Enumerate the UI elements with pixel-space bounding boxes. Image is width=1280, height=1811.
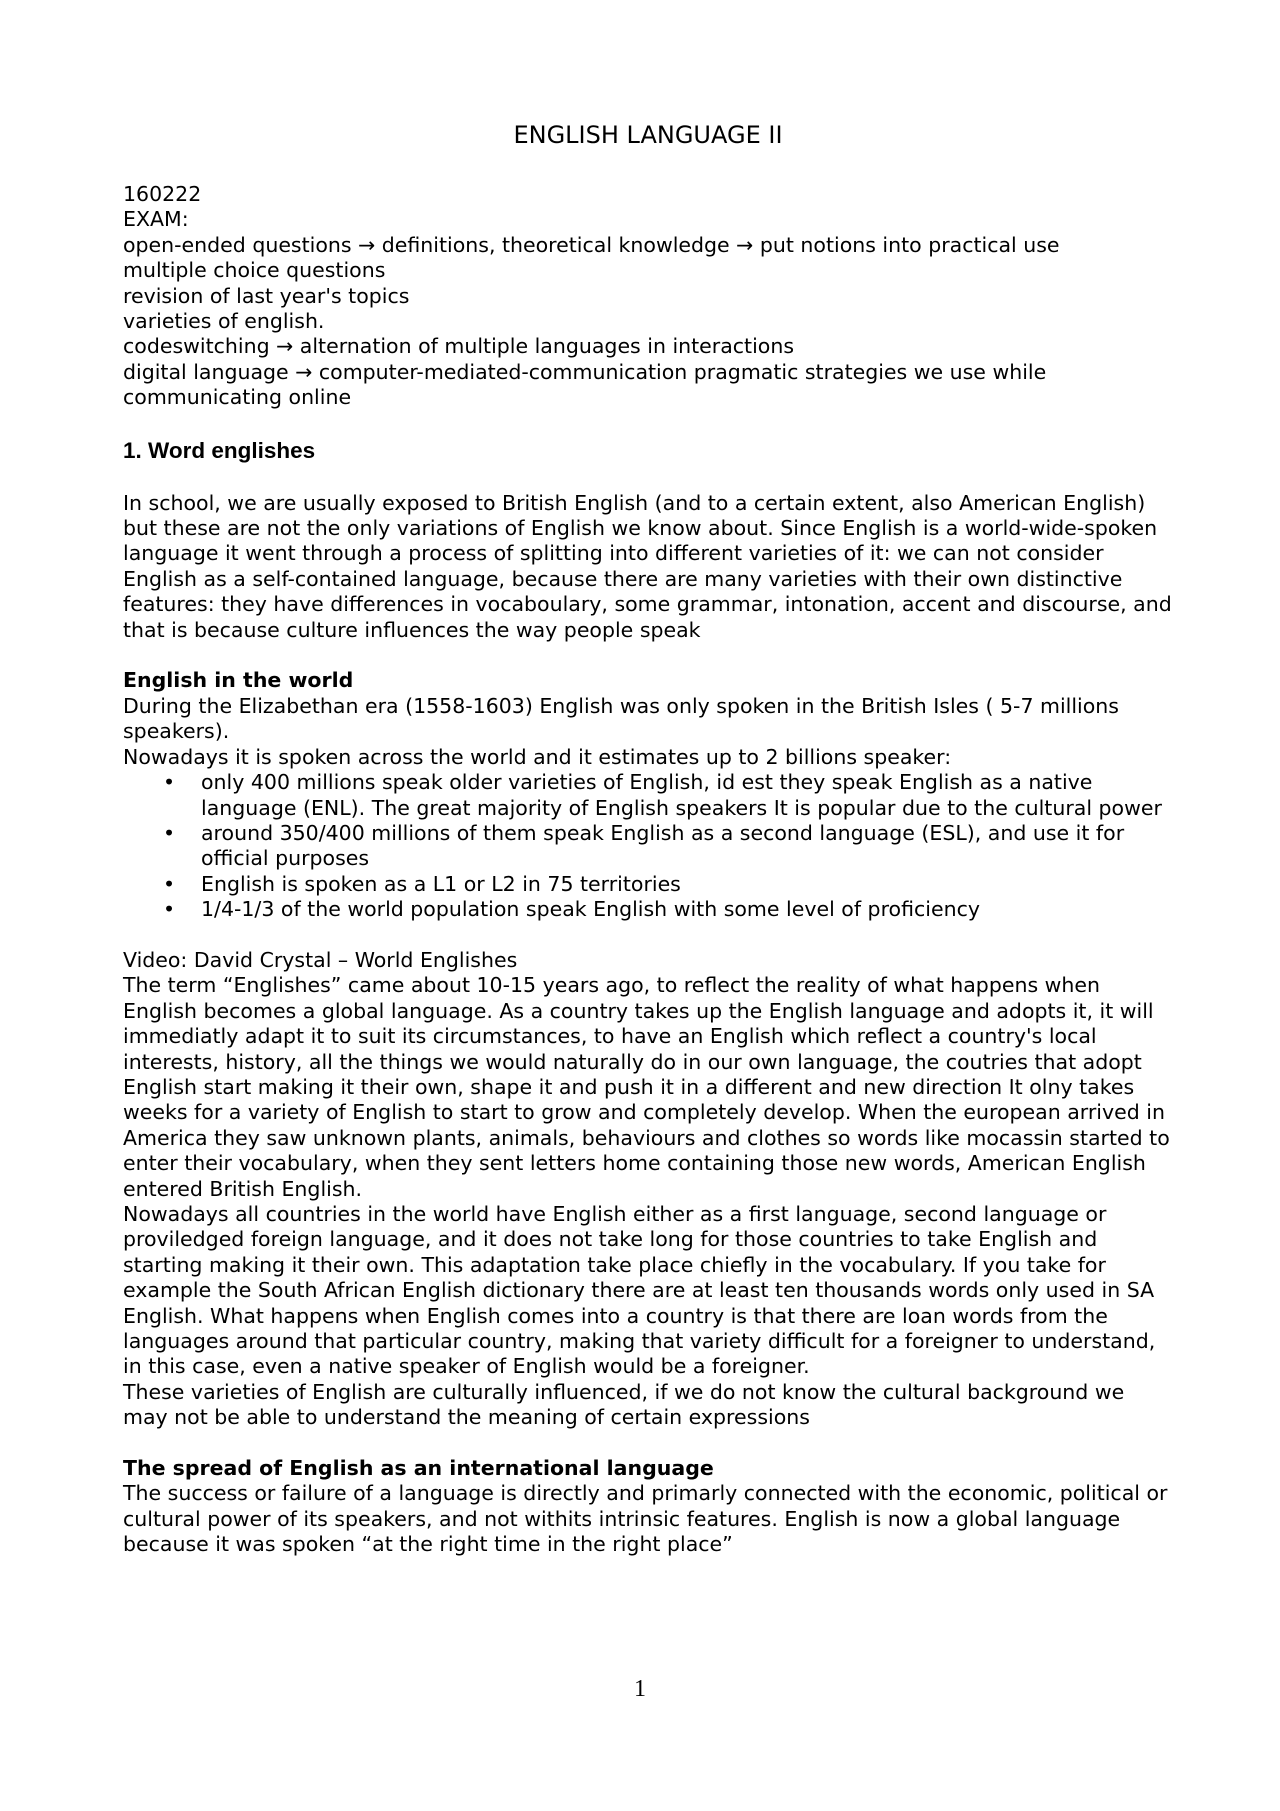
list-item-text: English is spoken as a L1 or L2 in 75 territories: [201, 871, 681, 896]
video-paragraph-cultural: These varieties of English are culturally influenced, if we do not know the cultural background we may not be able to understand the meaning of certain expressions: [123, 1379, 1125, 1430]
page-number: 1: [634, 1676, 646, 1702]
subheading-spread-of-english: The spread of English as an international language: [123, 1456, 714, 1481]
subheading-english-in-the-world: English in the world: [123, 668, 354, 693]
bullet-icon: •: [163, 820, 176, 845]
list-item: [123, 770, 1173, 821]
spread-paragraph: The success or failure of a language is directly and primarly connected with the economic, political or cultural power of its speakers, and not withits intrinsic features. English is now a global language because it was spoken “at the right time in the right place”: [123, 1481, 1168, 1557]
page-content: [123, 120, 1173, 1558]
list-item: [123, 821, 1173, 872]
nowadays-paragraph: Nowadays it is spoken across the world and it estimates up to 2 billions speaker:: [123, 744, 952, 769]
video-paragraph-countries: Nowadays all countries in the world have English either as a first language, second language or proviledged foreign language, and it does not take long for those countries to take English and starting making it their own. This adaptation take place chiefly in the vocabulary. If you take for example the South African English dictionary there are at least ten thousands words only used in SA English. What happens when English comes into a country is that there are loan words from the languages around that particular country, making that variety difficult for a foreigner to understand, in this case, even a native speaker of English would be a foreigner.: [123, 1202, 1156, 1379]
exam-label: EXAM:: [123, 207, 189, 232]
list-item: [123, 872, 1173, 897]
exam-note-revision: revision of last year's topics: [123, 283, 410, 308]
elizabethan-paragraph: During the Elizabethan era (1558-1603) English was only spoken in the British Isles ( 5-7 millions speakers).: [123, 693, 1119, 744]
list-item-text: only 400 millions speak older varieties of English, id est they speak English as a native language (ENL). The great majority of English speakers It is popular due to the cultural power: [201, 770, 1162, 820]
bullet-icon: •: [163, 871, 176, 896]
spacer: [123, 1431, 1173, 1456]
video-paragraph-englishes: The term “Englishes” came about 10-15 years ago, to reflect the reality of what happens when English becomes a global language. As a country takes up the English language and adopts it, it will immediatly adapt it to suit its circumstances, to have an English which reflect a country's local interests, history, all the things we would naturally do in our own language, the coutries that adopt English start making it their own, shape it and push it in a different and new direction It olny takes weeks for a variety of English to start to grow and completely develop. When the european arrived in America they saw unknown plants, animals, behaviours and clothes so words like mocassin started to enter their vocabulary, when they sent letters home containing those new words, American English entered British English.: [123, 973, 1170, 1201]
section-heading-word-englishes: 1. Word englishes: [123, 437, 316, 463]
spacer: [123, 643, 1173, 668]
list-item-text: 1/4-1/3 of the world population speak English with some level of proficiency: [201, 897, 980, 922]
list-item: [123, 897, 1173, 922]
exam-note-varieties: varieties of english.: [123, 309, 325, 334]
word-englishes-paragraph: In school, we are usually exposed to British English (and to a certain extent, also American English) but these are not the only variations of English we know about. Since English is a world-wide-spoken language it went through a process of splitting into different varieties of it: we can not consider English as a self-contained language, because there are many varieties with their own distinctive features: they have differences in vocaboulary, some grammar, intonation, accent and discourse, and that is because culture influences the way people speak: [123, 490, 1172, 642]
bullet-icon: •: [163, 897, 176, 922]
document-title: ENGLISH LANGUAGE II: [513, 121, 783, 149]
spacer: [123, 923, 1173, 948]
exam-note-digital-language: digital language → computer-mediated-communication pragmatic strategies we use while communicating online: [123, 359, 1047, 410]
exam-notes: [123, 182, 1173, 411]
video-title: Video: David Crystal – World Englishes: [123, 947, 518, 972]
exam-note-codeswitching: codeswitching → alternation of multiple languages in interactions: [123, 334, 795, 359]
list-item-text: around 350/400 millions of them speak English as a second language (ESL), and use it for official purposes: [201, 820, 1125, 871]
bullet-icon: •: [163, 770, 176, 795]
speakers-bullet-list: [123, 770, 1173, 922]
exam-note-open-ended: open-ended questions → definitions, theoretical knowledge → put notions into practical use: [123, 232, 1060, 257]
date-line: 160222: [123, 182, 202, 206]
exam-note-multiple-choice: multiple choice questions: [123, 258, 386, 283]
